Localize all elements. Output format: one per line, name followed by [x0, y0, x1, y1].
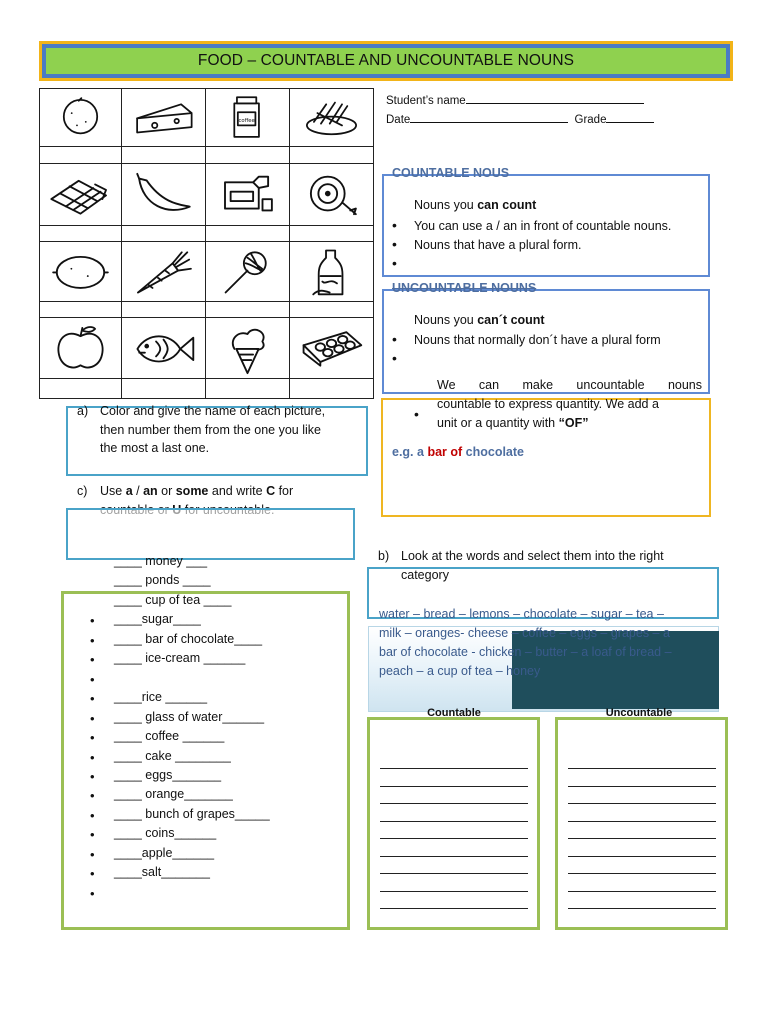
- picture-label-cell[interactable]: [206, 226, 290, 242]
- list-item[interactable]: [90, 824, 340, 843]
- list-item: •: [392, 350, 397, 366]
- writing-line[interactable]: [568, 803, 716, 804]
- list-item-text: ____ orange_______: [114, 787, 233, 802]
- title-banner: [39, 41, 733, 81]
- coffee-jar-icon: [210, 92, 285, 143]
- picture-cell: [122, 242, 206, 302]
- list-item-text: ____ bar of chocolate____: [114, 631, 263, 646]
- countable-column-heading: Countable: [427, 707, 481, 719]
- list-item-text: ____ bunch of grapes_____: [114, 806, 270, 821]
- eggs-carton-icon: [294, 321, 369, 375]
- list-item[interactable]: [90, 610, 340, 629]
- writing-line[interactable]: [380, 803, 528, 804]
- banana-icon: [126, 167, 201, 222]
- writing-line[interactable]: [380, 821, 528, 822]
- apple-icon: [44, 321, 117, 375]
- bullet-icon: •: [90, 885, 95, 901]
- picture-cell: [122, 164, 206, 226]
- writing-line[interactable]: [380, 891, 528, 892]
- picture-label-cell[interactable]: [290, 302, 373, 318]
- uncountable-answer-column[interactable]: [555, 717, 728, 930]
- countable-answer-column[interactable]: [367, 717, 540, 930]
- grade-field[interactable]: [606, 112, 654, 123]
- list-item-text: ____ ice-cream ______: [114, 651, 246, 666]
- bullet-icon: •: [90, 632, 95, 648]
- ice-cream-icon: [210, 321, 285, 375]
- list-item-text: ____rice ______: [114, 690, 208, 705]
- writing-line[interactable]: [568, 908, 716, 909]
- example-text: e.g. a bar of chocolate: [392, 445, 524, 459]
- student-name-field[interactable]: [466, 93, 644, 104]
- list-item[interactable]: [90, 571, 340, 590]
- writing-line[interactable]: [568, 856, 716, 857]
- bullet-icon: •: [90, 710, 95, 726]
- bullet-icon: •: [90, 846, 95, 862]
- bullet-icon: •: [90, 768, 95, 784]
- writing-line[interactable]: [380, 856, 528, 857]
- picture-label-cell[interactable]: [40, 147, 122, 164]
- writing-line[interactable]: [568, 768, 716, 769]
- bullet-icon: •: [90, 749, 95, 765]
- student-name-label: Student’s name: [386, 95, 466, 107]
- picture-cell: [290, 242, 373, 302]
- list-item-text: ____ coins______: [114, 826, 217, 841]
- picture-label-cell[interactable]: [122, 302, 206, 318]
- list-item[interactable]: [90, 785, 340, 804]
- picture-label-cell[interactable]: [290, 147, 373, 164]
- grade-label: Grade: [574, 114, 607, 126]
- picture-grid: [39, 88, 374, 399]
- writing-line[interactable]: [380, 838, 528, 839]
- bullet-icon: •: [90, 730, 95, 746]
- milk-bottle-icon: [210, 167, 285, 222]
- picture-cell: [206, 164, 290, 226]
- picture-cell: [40, 164, 122, 226]
- list-item[interactable]: [90, 591, 340, 610]
- picture-cell: [122, 89, 206, 147]
- list-item[interactable]: [90, 688, 340, 707]
- uncountable-bullets: [392, 332, 708, 370]
- bullet-icon: •: [90, 613, 95, 629]
- picture-label-cell[interactable]: [40, 226, 122, 242]
- fish-icon: [126, 321, 201, 375]
- french-fries-icon: [294, 92, 369, 143]
- list-item-text: ____ ponds ____: [114, 573, 211, 588]
- student-name-line: [386, 93, 676, 107]
- task-a-instructions: a) Color and give the name of each picture, then number them from the one you like the most a last one.: [77, 404, 326, 455]
- writing-line[interactable]: [568, 891, 716, 892]
- writing-line[interactable]: [568, 873, 716, 874]
- writing-line[interactable]: [380, 873, 528, 874]
- task-c-instructions: c) Use a / an or some and write C for: [77, 484, 294, 498]
- list-item[interactable]: [90, 844, 340, 863]
- bullet-icon: •: [90, 671, 95, 687]
- list-item[interactable]: [90, 883, 340, 902]
- picture-cell: [40, 89, 122, 147]
- soda-bottle-icon: [294, 245, 369, 298]
- picture-label-cell[interactable]: [290, 226, 373, 242]
- picture-cell: [206, 89, 290, 147]
- writing-line[interactable]: [380, 768, 528, 769]
- list-item[interactable]: [90, 669, 340, 688]
- title-banner-inner: [46, 48, 726, 74]
- chocolate-bar-icon: [44, 167, 117, 222]
- spaghetti-fork-icon: [210, 245, 285, 298]
- writing-line[interactable]: [380, 908, 528, 909]
- list-item-text: ____ money ___: [114, 554, 208, 568]
- list-item-text: ____sugar____: [114, 612, 201, 627]
- bullet-icon: •: [90, 827, 95, 843]
- uncountable-heading: UNCOUNTABLE NOUNS: [392, 281, 537, 295]
- list-item-text: ____apple______: [114, 845, 215, 860]
- writing-line[interactable]: [568, 786, 716, 787]
- picture-label-cell[interactable]: [122, 147, 206, 164]
- list-item: • You can use a / an in front of countable nouns.: [392, 217, 672, 233]
- list-item-text: ____ cake ________: [114, 748, 231, 763]
- picture-label-cell[interactable]: [40, 302, 122, 318]
- picture-label-cell[interactable]: [206, 147, 290, 164]
- picture-label-cell[interactable]: [206, 302, 290, 318]
- picture-label-cell[interactable]: [40, 379, 122, 398]
- picture-cell: [40, 242, 122, 302]
- picture-label-cell[interactable]: [290, 379, 373, 398]
- lemon-icon: [44, 245, 117, 298]
- note-bullet: •: [414, 406, 419, 422]
- orange-icon: [44, 92, 117, 143]
- countable-heading: COUNTABLE NOUS: [392, 166, 510, 180]
- ham-icon: [294, 167, 369, 222]
- countable-bullets: [392, 218, 708, 275]
- countable-intro: Nouns you can count: [414, 198, 537, 212]
- carrot-icon: [126, 245, 201, 298]
- picture-label-cell[interactable]: [122, 379, 206, 398]
- uncountable-column-heading: Uncountable: [605, 707, 673, 719]
- bullet-icon: •: [90, 807, 95, 823]
- list-item[interactable]: [90, 863, 340, 882]
- picture-cell: [40, 318, 122, 379]
- picture-label-cell[interactable]: [122, 226, 206, 242]
- cheese-icon: [126, 92, 201, 143]
- list-item-text: ____ eggs_______: [114, 767, 222, 782]
- list-item[interactable]: [90, 727, 340, 746]
- bullet-icon: •: [90, 866, 95, 882]
- list-item[interactable]: [90, 747, 340, 766]
- list-item-text: ____ cup of tea ____: [114, 592, 232, 607]
- picture-cell: [290, 318, 373, 379]
- list-item[interactable]: [90, 766, 340, 785]
- date-grade-line: [386, 112, 676, 126]
- list-item-text: ____ coffee ______: [114, 729, 225, 744]
- uncountable-intro: Nouns you can´t count: [414, 313, 545, 327]
- word-bank: water – bread – lemons – chocolate – sugar – tea – milk – oranges- cheese – coffee – eggs – grapes – a bar of chocolate - chicken – butter – a loaf of bread – peach – a cup of tea – honey: [379, 607, 672, 678]
- bullet-icon: •: [90, 652, 95, 668]
- list-item-text: ____salt_______: [114, 865, 210, 880]
- writing-line[interactable]: [568, 821, 716, 822]
- list-item: • Nouns that normally don´t have a plural form: [392, 331, 661, 347]
- writing-line[interactable]: [380, 786, 528, 787]
- list-item: •: [392, 255, 397, 271]
- list-item[interactable]: [90, 552, 340, 571]
- writing-line[interactable]: [568, 838, 716, 839]
- list-item: • Nouns that have a plural form.: [392, 236, 582, 252]
- list-item[interactable]: [90, 805, 340, 824]
- picture-cell: [290, 89, 373, 147]
- list-item[interactable]: [90, 708, 340, 727]
- picture-cell: [122, 318, 206, 379]
- bullet-icon: •: [90, 691, 95, 707]
- list-item[interactable]: [90, 630, 340, 649]
- task-b-instructions: b) Look at the words and select them into the right category: [378, 549, 664, 582]
- picture-cell: [206, 318, 290, 379]
- picture-cell: [290, 164, 373, 226]
- picture-cell: [206, 242, 290, 302]
- uncountable-note: We can make uncountable nouns countable to express quantity. We add a unit or a quantity with “OF”: [437, 378, 702, 430]
- bullet-icon: •: [90, 788, 95, 804]
- date-field[interactable]: [410, 112, 568, 123]
- list-item-text: ____ glass of water______: [114, 709, 265, 724]
- picture-label-cell[interactable]: [206, 379, 290, 398]
- date-label: Date: [386, 114, 411, 126]
- page-title: FOOD – COUNTABLE AND UNCOUNTABLE NOUNS: [197, 52, 575, 69]
- svg-text:coffee: coffee: [238, 117, 255, 124]
- list-item[interactable]: [90, 649, 340, 668]
